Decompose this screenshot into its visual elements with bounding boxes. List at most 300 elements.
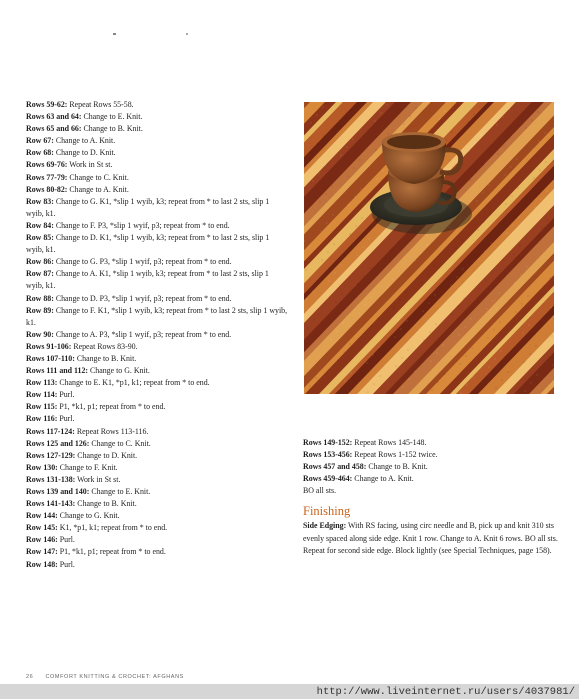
instruction-row	[26, 498, 288, 510]
knit-texture-dot	[548, 248, 550, 250]
knit-texture-dot	[368, 238, 370, 240]
knit-texture-dot	[471, 347, 473, 349]
knit-texture-dot	[320, 230, 322, 232]
instruction-row	[26, 438, 288, 450]
knit-texture-dot	[444, 110, 446, 112]
knit-texture-dot	[494, 358, 496, 360]
instruction-row	[26, 522, 288, 534]
knit-texture-dot	[522, 332, 524, 334]
knit-texture-dot	[529, 353, 531, 355]
instruction-row	[26, 474, 288, 486]
row-label: Rows 77-79:	[26, 172, 68, 182]
knit-texture-dot	[480, 134, 482, 136]
row-label: Row 116:	[26, 414, 58, 424]
row-text: Change to A. K1, *slip 1 wyib, k3; repeat from * to last 2 sts, slip 1 wyib, k1.	[26, 269, 269, 291]
knit-texture-dot	[304, 240, 306, 242]
knit-texture-dot	[489, 213, 491, 215]
knit-texture-dot	[437, 381, 439, 383]
knit-texture-dot	[482, 192, 484, 194]
row-label: Rows 80-82:	[26, 184, 68, 194]
row-text: Work in St st.	[75, 474, 121, 484]
instruction-row	[26, 268, 288, 292]
row-text: Change to F. K1, *slip 1 wyib, k3; repeat from * to last 2 sts, slip 1 wyib, k1.	[26, 305, 288, 327]
knit-texture-dot	[542, 256, 544, 258]
row-label: Row 85:	[26, 233, 54, 243]
knit-texture-dot	[504, 174, 506, 176]
knit-texture-dot	[430, 360, 432, 362]
knit-texture-dot	[478, 258, 480, 260]
knit-texture-dot	[427, 273, 429, 275]
knit-texture-dot	[474, 142, 476, 144]
row-text: Change to D. Knit.	[53, 148, 116, 158]
row-label: Rows 459-464:	[303, 474, 353, 484]
knit-texture-dot	[534, 206, 536, 208]
knit-texture-dot	[517, 187, 519, 189]
instruction-row	[26, 135, 288, 147]
row-label: Rows 65 and 66:	[26, 124, 82, 134]
row-text: Purl.	[57, 414, 75, 424]
instruction-row	[26, 147, 288, 159]
row-label: Row 90:	[26, 329, 54, 339]
knit-texture-dot	[345, 117, 347, 119]
instruction-row	[26, 377, 288, 389]
knit-texture-dot	[327, 251, 329, 253]
knit-texture-dot	[305, 269, 307, 271]
knit-texture-dot	[546, 190, 548, 192]
knit-texture-dot	[551, 335, 553, 337]
knit-texture-dot	[317, 143, 319, 145]
knit-texture-dot	[468, 150, 470, 152]
row-label: Rows 139 and 140:	[26, 487, 90, 496]
row-text: Change to B. Knit.	[366, 462, 428, 472]
knit-texture-dot	[313, 319, 315, 321]
knit-texture-dot	[378, 346, 380, 348]
knit-texture-dot	[514, 282, 516, 284]
knit-texture-dot	[347, 175, 349, 177]
knit-texture-dot	[394, 336, 396, 338]
knit-texture-dot	[535, 345, 537, 347]
instruction-row	[26, 341, 288, 353]
knit-texture-dot	[487, 337, 489, 339]
knit-texture-dot	[532, 148, 534, 150]
knit-texture-dot	[491, 271, 493, 273]
row-text: Change to G. K1, *slip 1 wyib, k3; repeat from * to last 2 sts, slip 1 wyib, k1.	[26, 196, 270, 218]
instruction-row	[26, 329, 288, 341]
knit-texture-dot	[481, 163, 483, 165]
knit-texture-dot	[306, 298, 308, 300]
row-label: Row 146:	[26, 535, 58, 545]
row-text: Repeat Rows 113-116.	[74, 426, 149, 436]
knit-texture-dot	[525, 237, 527, 239]
knit-texture-dot	[488, 184, 490, 186]
knit-texture-dot	[538, 140, 540, 142]
knit-texture-dot	[429, 331, 431, 333]
knit-texture-dot	[331, 185, 333, 187]
knit-texture-dot	[371, 325, 373, 327]
row-text: Change to G. Knit.	[57, 511, 120, 521]
instruction-row	[26, 184, 288, 196]
row-text: Change to D. K1, *slip 1 wyib, k3; repeat from * to last 2 sts, slip 1 wyib, k1.	[26, 233, 270, 255]
knit-texture-dot	[350, 372, 352, 374]
knit-texture-dot	[530, 382, 532, 384]
knit-texture-dot	[328, 280, 330, 282]
knit-texture-dot	[354, 196, 356, 198]
row-text: Change to B. Knit.	[81, 124, 143, 134]
knit-texture-dot	[332, 214, 334, 216]
knit-texture-dot	[406, 320, 408, 322]
knit-texture-dot	[515, 311, 517, 313]
row-label: Row 89:	[26, 305, 54, 315]
knit-texture-dot	[497, 153, 499, 155]
knit-texture-dot	[338, 388, 340, 390]
scan-artifact	[113, 33, 116, 35]
knit-texture-dot	[464, 326, 466, 328]
knit-texture-dot	[344, 380, 346, 382]
row-text: Change to B. Knit.	[75, 499, 137, 509]
row-text: Change to A. Knit.	[67, 184, 129, 194]
knit-texture-dot	[446, 168, 448, 170]
knit-texture-dot	[526, 266, 528, 268]
row-text: Change to A. P3, *slip 1 wyif, p3; repeat from * to end.	[53, 329, 232, 339]
knit-texture-dot	[324, 164, 326, 166]
knit-texture-dot	[342, 322, 344, 324]
row-label: Row 83:	[26, 196, 54, 206]
instruction-row	[303, 473, 565, 485]
knit-texture-dot	[531, 119, 533, 121]
instruction-row	[26, 559, 288, 571]
knit-texture-dot	[552, 364, 554, 366]
instruction-row	[26, 413, 288, 425]
row-label: Rows 127-129:	[26, 450, 76, 460]
row-text: Change to F. P3, *slip 1 wyif, p3; repeat from * to end.	[53, 220, 230, 230]
instruction-row	[303, 437, 565, 449]
knit-texture-dot	[510, 166, 512, 168]
row-label: Rows 125 and 126:	[26, 438, 90, 448]
knit-texture-dot	[467, 121, 469, 123]
instruction-row	[303, 485, 565, 497]
knit-texture-dot	[308, 356, 310, 358]
instruction-row	[26, 534, 288, 546]
knit-texture-dot	[503, 145, 505, 147]
instruction-row	[26, 123, 288, 135]
knit-texture-dot	[459, 363, 461, 365]
knit-texture-dot	[367, 391, 369, 393]
knit-texture-dot	[329, 309, 331, 311]
knit-texture-dot	[523, 361, 525, 363]
knit-texture-dot	[356, 254, 358, 256]
knit-texture-dot	[550, 306, 552, 308]
knit-texture-dot	[362, 246, 364, 248]
knit-texture-dot	[307, 327, 309, 329]
knit-texture-dot	[501, 379, 503, 381]
knit-texture-dot	[485, 279, 487, 281]
row-label: Row 144:	[26, 511, 58, 521]
knit-texture-dot	[451, 131, 453, 133]
knit-texture-dot	[341, 293, 343, 295]
knit-texture-dot	[545, 161, 547, 163]
knit-texture-dot	[499, 321, 501, 323]
knit-texture-dot	[382, 170, 384, 172]
knit-texture-dot	[361, 217, 363, 219]
knit-texture-dot	[544, 132, 546, 134]
knit-texture-dot	[386, 104, 388, 106]
knit-texture-dot	[475, 171, 477, 173]
knit-texture-dot	[536, 374, 538, 376]
row-label: Rows 69-76:	[26, 160, 68, 170]
knit-texture-dot	[426, 244, 428, 246]
row-text: Repeat Rows 83-90.	[71, 341, 138, 351]
row-text: Purl.	[57, 535, 75, 545]
row-text: Change to C. Knit.	[89, 438, 151, 448]
knit-texture-dot	[423, 339, 425, 341]
row-label: Row 84:	[26, 220, 54, 230]
knit-texture-dot	[458, 334, 460, 336]
knit-texture-dot	[336, 330, 338, 332]
knit-texture-dot	[376, 178, 378, 180]
knit-texture-dot	[495, 387, 497, 389]
knit-texture-dot	[334, 272, 336, 274]
instruction-row	[26, 196, 288, 220]
knit-texture-dot	[428, 302, 430, 304]
knit-texture-dot	[496, 124, 498, 126]
knit-texture-dot	[312, 290, 314, 292]
afghan-with-teacups-image	[304, 102, 554, 394]
knit-texture-dot	[346, 146, 348, 148]
row-label: Row 115:	[26, 402, 58, 412]
knit-texture-dot	[520, 274, 522, 276]
knit-texture-dot	[414, 260, 416, 262]
scan-artifact	[186, 33, 188, 35]
right-column-instructions	[303, 437, 565, 557]
knit-texture-dot	[549, 277, 551, 279]
row-label: Row 68:	[26, 148, 54, 158]
row-label: Row 114:	[26, 390, 58, 400]
knit-texture-dot	[380, 112, 382, 114]
knit-texture-dot	[326, 222, 328, 224]
knit-texture-dot	[488, 366, 490, 368]
row-label: Row 113:	[26, 378, 58, 388]
watermark-url: http://www.liveinternet.ru/users/4037981/	[316, 686, 575, 698]
row-label: Row 87:	[26, 269, 54, 279]
knit-texture-dot	[502, 116, 504, 118]
row-label: Row 147:	[26, 547, 58, 557]
knit-texture-dot	[339, 125, 341, 127]
knit-texture-dot	[314, 348, 316, 350]
knit-texture-dot	[333, 243, 335, 245]
knit-texture-dot	[457, 305, 459, 307]
knit-texture-dot	[422, 310, 424, 312]
knit-texture-dot	[443, 373, 445, 375]
knit-texture-dot	[349, 343, 351, 345]
row-text: Change to D. Knit.	[75, 450, 138, 460]
knit-texture-dot	[449, 255, 451, 257]
knit-texture-dot	[351, 109, 353, 111]
knit-texture-dot	[369, 267, 371, 269]
row-label: Rows 111 and 112:	[26, 366, 89, 376]
knit-texture-dot	[469, 179, 471, 181]
knit-texture-dot	[490, 242, 492, 244]
knit-texture-dot	[322, 106, 324, 108]
knit-texture-dot	[456, 276, 458, 278]
knit-texture-dot	[321, 259, 323, 261]
instruction-row	[26, 99, 288, 111]
knit-texture-dot	[507, 371, 509, 373]
knit-texture-dot	[479, 105, 481, 107]
knit-texture-dot	[340, 264, 342, 266]
side-edging-text: With RS facing, using circ needle and B, pick up and knit 310 sts evenly spaced along side edge. Knit 1 row. Change to A. Knit 6 rows. BO all sts. Repeat for second side edge. Block lightly (see Special Techniques, page 158).	[303, 521, 558, 555]
knit-texture-dot	[462, 268, 464, 270]
knit-texture-dot	[348, 204, 350, 206]
knit-texture-dot	[407, 349, 409, 351]
knit-texture-dot	[323, 135, 325, 137]
knit-texture-dot	[316, 114, 318, 116]
knit-texture-dot	[415, 107, 417, 109]
afghan-photo	[304, 102, 554, 394]
knit-texture-dot	[372, 354, 374, 356]
knit-texture-dot	[492, 300, 494, 302]
knit-texture-dot	[359, 159, 361, 161]
knit-texture-dot	[414, 370, 416, 372]
row-text: Change to E. K1, *p1, k1; repeat from * to end.	[57, 378, 210, 388]
knit-texture-dot	[402, 386, 404, 388]
row-label: Rows 117-124:	[26, 426, 75, 436]
row-label: Row 88:	[26, 293, 54, 303]
instruction-row	[26, 293, 288, 305]
knit-texture-dot	[533, 177, 535, 179]
knit-texture-dot	[537, 111, 539, 113]
knit-texture-dot	[512, 224, 514, 226]
knit-texture-dot	[384, 228, 386, 230]
knit-texture-dot	[436, 352, 438, 354]
knit-texture-dot	[473, 113, 475, 115]
knit-texture-dot	[374, 120, 376, 122]
row-label: Rows 131-138:	[26, 474, 76, 484]
knit-texture-dot	[399, 299, 401, 301]
page-footer	[26, 674, 194, 680]
knit-texture-dot	[509, 137, 511, 139]
row-text: Change to E. Knit.	[81, 112, 143, 122]
knit-texture-dot	[466, 384, 468, 386]
row-label: Row 86:	[26, 257, 54, 267]
row-label: Row 145:	[26, 523, 58, 533]
knit-texture-dot	[460, 392, 462, 394]
knit-texture-dot	[528, 324, 530, 326]
knit-texture-dot	[343, 351, 345, 353]
knit-texture-dot	[483, 221, 485, 223]
knit-texture-dot	[340, 154, 342, 156]
knit-texture-dot	[386, 286, 388, 288]
knit-texture-dot	[387, 133, 389, 135]
knit-texture-dot	[312, 180, 314, 182]
knit-texture-dot	[370, 296, 372, 298]
row-text: BO all sts.	[303, 486, 337, 496]
knit-texture-dot	[373, 383, 375, 385]
knit-texture-dot	[461, 239, 463, 241]
knit-texture-dot	[360, 188, 362, 190]
knit-texture-dot	[540, 198, 542, 200]
row-text: Change to F. Knit.	[57, 462, 118, 472]
row-label: Rows 153-456:	[303, 450, 353, 460]
knit-texture-dot	[349, 233, 351, 235]
knit-texture-dot	[309, 385, 311, 387]
row-label: Row 148:	[26, 559, 58, 569]
knit-texture-dot	[319, 201, 321, 203]
knit-texture-dot	[493, 329, 495, 331]
knit-texture-dot	[420, 252, 422, 254]
knit-texture-dot	[352, 138, 354, 140]
knit-texture-dot	[330, 338, 332, 340]
row-text: Repeat Rows 1-152 twice.	[352, 450, 438, 460]
knit-texture-dot	[521, 303, 523, 305]
row-text: Work in St st.	[67, 160, 113, 170]
knit-texture-dot	[470, 318, 472, 320]
knit-texture-dot	[442, 344, 444, 346]
knit-texture-dot	[516, 158, 518, 160]
knit-texture-dot	[397, 241, 399, 243]
knit-texture-dot	[393, 307, 395, 309]
knit-texture-dot	[505, 203, 507, 205]
knit-texture-dot	[547, 219, 549, 221]
knit-texture-dot	[486, 308, 488, 310]
instruction-row	[26, 305, 288, 329]
knit-texture-dot	[465, 355, 467, 357]
knit-texture-dot	[355, 225, 357, 227]
knit-texture-dot	[363, 275, 365, 277]
knit-texture-dot	[365, 333, 367, 335]
knit-texture-dot	[527, 295, 529, 297]
knit-texture-dot	[519, 245, 521, 247]
knit-texture-dot	[518, 216, 520, 218]
knit-texture-dot	[315, 377, 317, 379]
row-text: Change to G. P3, *slip 1 wyif, p3; repeat from * to end.	[53, 257, 232, 267]
knit-texture-dot	[395, 365, 397, 367]
knit-texture-dot	[409, 115, 411, 117]
instruction-row	[26, 486, 288, 498]
knit-texture-dot	[450, 284, 452, 286]
row-label: Rows 457 and 458:	[303, 462, 367, 472]
final-rows	[303, 437, 565, 497]
knit-texture-dot	[525, 127, 527, 129]
knit-texture-dot	[432, 126, 434, 128]
knit-texture-dot	[431, 389, 433, 391]
instruction-row	[26, 111, 288, 123]
knit-texture-dot	[366, 362, 368, 364]
row-text: P1, *k1, p1; repeat from * to end.	[57, 547, 166, 557]
knit-texture-dot	[392, 278, 394, 280]
knit-texture-dot	[500, 350, 502, 352]
knit-texture-dot	[433, 265, 435, 267]
knit-texture-dot	[434, 294, 436, 296]
knit-texture-dot	[318, 172, 320, 174]
row-label: Rows 91-106:	[26, 341, 72, 351]
row-text: Repeat Rows 145-148.	[352, 438, 427, 447]
knit-texture-dot	[353, 167, 355, 169]
row-text: Repeat Rows 55-58.	[67, 100, 134, 109]
instruction-row	[26, 389, 288, 401]
instruction-row	[26, 159, 288, 171]
instruction-row	[26, 365, 288, 377]
knit-texture-dot	[438, 118, 440, 120]
knit-texture-dot	[435, 323, 437, 325]
knit-texture-dot	[405, 291, 407, 293]
instruction-row	[26, 232, 288, 256]
instruction-row	[26, 256, 288, 268]
row-text: P1, *k1, p1; repeat from * to end.	[57, 402, 166, 412]
knit-texture-dot	[400, 328, 402, 330]
knit-texture-dot	[455, 247, 457, 249]
knit-texture-dot	[401, 357, 403, 359]
instruction-row	[26, 353, 288, 365]
